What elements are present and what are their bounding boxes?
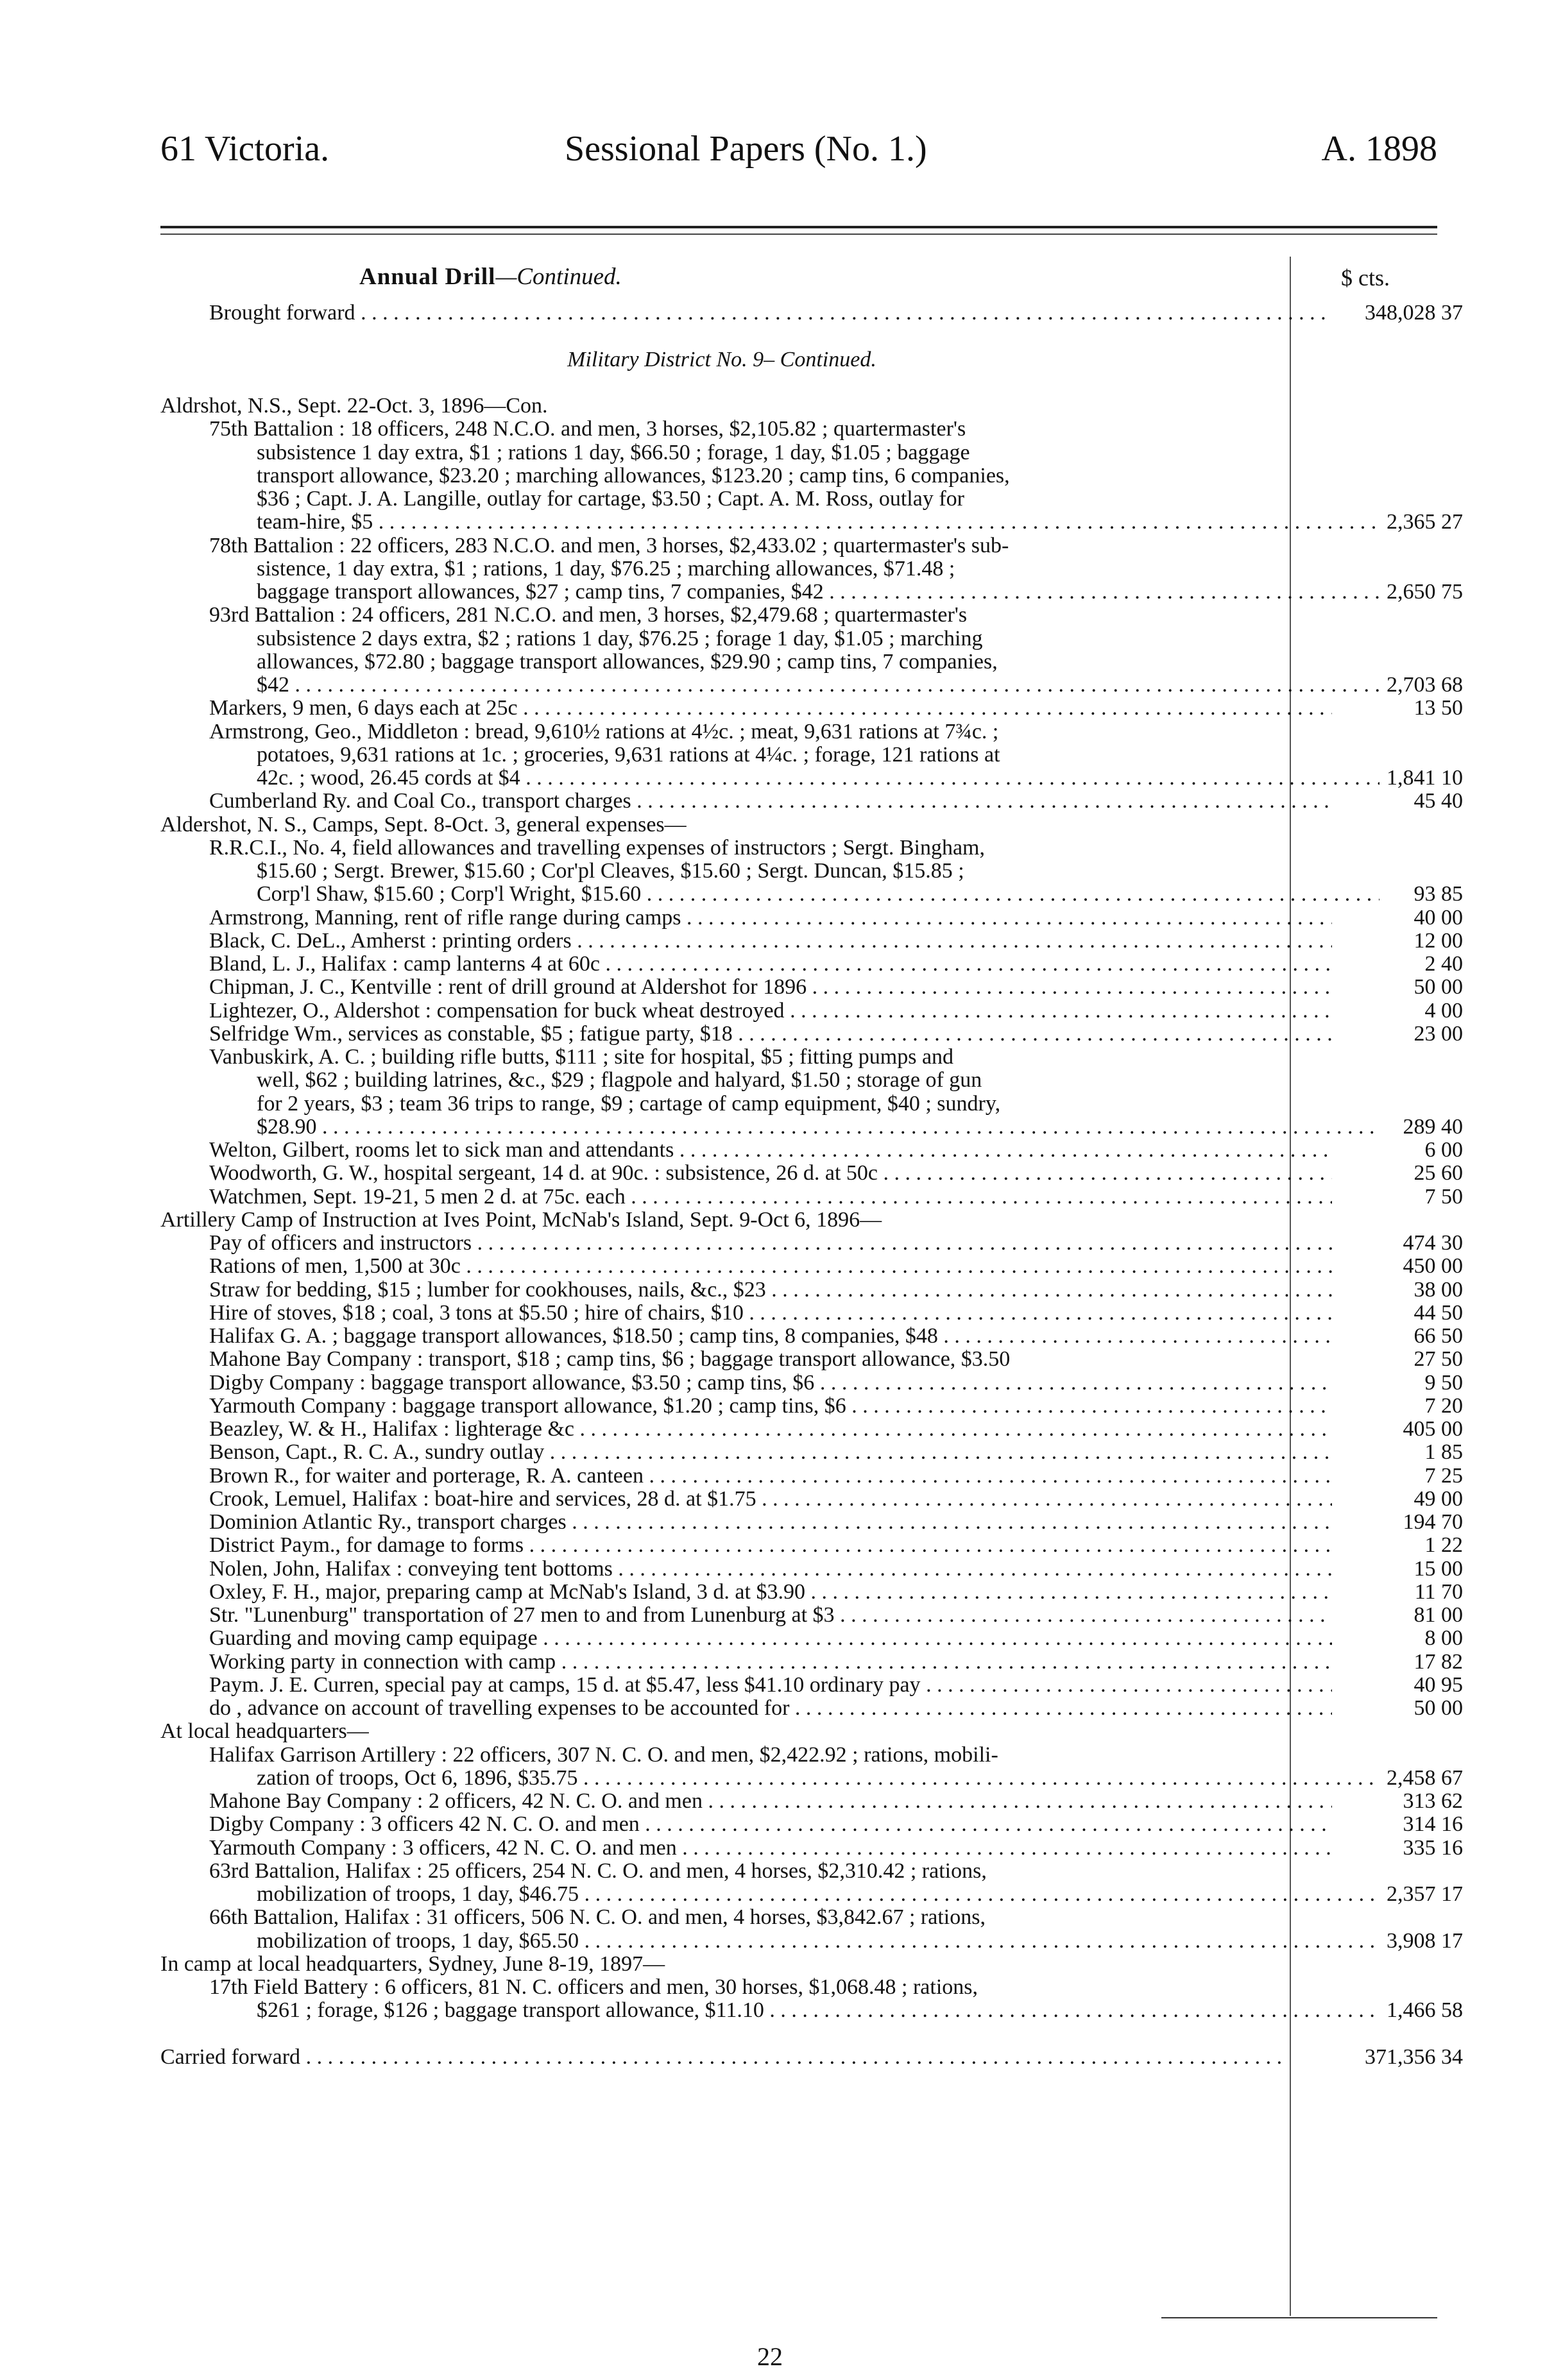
- ledger-line-amount: 11 70: [1414, 1579, 1463, 1604]
- ledger-line: [160, 1465, 1559, 1488]
- ledger-line: [160, 511, 1559, 534]
- ledger-line-text: $36 ; Capt. J. A. Langille, outlay for cartage, $3.50 ; Capt. A. M. Ross, outlay for: [257, 488, 964, 511]
- ledger-line-amount: 450 00: [1403, 1254, 1463, 1279]
- ledger-line-amount: 2 40: [1424, 952, 1463, 976]
- section-title-suffix: —Continued.: [495, 264, 622, 290]
- ledger-line: [160, 953, 1559, 976]
- ledger-line-amount: 2,357 17: [1387, 1882, 1463, 1906]
- ledger-line: [160, 767, 1559, 790]
- ledger-line: [160, 1092, 1559, 1116]
- ledger-line: [160, 1813, 1559, 1836]
- ledger-line-text: Pay of officers and instructors . . .: [160, 1232, 1332, 1255]
- amount-column-header: $ cts.: [1341, 265, 1390, 291]
- ledger-line: [160, 1883, 1559, 1906]
- ledger-line: [160, 1953, 1559, 1976]
- ledger-line-text: for 2 years, $3 ; team 36 trips to range, $9 ; cartage of camp equipment, $40 ; sundry,: [257, 1092, 1001, 1116]
- ledger-line-text: Yarmouth Company : 3 officers, 42 N. C. O. and men . . .: [160, 1837, 1332, 1860]
- ledger-line: [160, 348, 1559, 371]
- ledger-line-text: $28.90 . . .: [160, 1116, 1379, 1139]
- ledger-line-text: Dominion Atlantic Ry., transport charges . . .: [160, 1511, 1332, 1534]
- ledger-line-amount: 93 85: [1414, 882, 1463, 906]
- ledger-line: [160, 720, 1559, 744]
- ledger-line-text: $15.60 ; Sergt. Brewer, $15.60 ; Cor'pl Cleaves, $15.60 ; Sergt. Duncan, $15.85 ;: [257, 860, 964, 883]
- ledger-line: [160, 1162, 1559, 1185]
- ledger-line: [160, 1255, 1559, 1278]
- ledger-line-text: Vanbuskirk, A. C. ; building rifle butts, $111 ; site for hospital, $5 ; fitting pumps and: [209, 1046, 954, 1069]
- ledger-line-text: District Paym., for damage to forms . . .: [160, 1534, 1332, 1557]
- ledger-line: [160, 1744, 1559, 1767]
- ledger-line: [160, 1186, 1559, 1209]
- ledger-line-text: subsistence 1 day extra, $1 ; rations 1 day, $66.50 ; forage, 1 day, $1.05 ; baggage: [257, 441, 970, 464]
- ledger-line-text: baggage transport allowances, $27 ; camp tins, 7 companies, $42 . . .: [160, 581, 1379, 604]
- ledger-line-amount: 313 62: [1403, 1789, 1463, 1813]
- ledger-line-text: Selfridge Wm., services as constable, $5 ; fatigue party, $18 . . .: [160, 1023, 1332, 1046]
- ledger-line: [160, 1860, 1559, 1883]
- ledger-line: [160, 1581, 1559, 1604]
- page-number: 22: [757, 2342, 783, 2371]
- ledger-line-amount: 314 16: [1403, 1812, 1463, 1837]
- ledger-line: [160, 837, 1559, 860]
- ledger-line-text: Markers, 9 men, 6 days each at 25c . . .: [160, 697, 1332, 720]
- ledger-line-text: Oxley, F. H., major, preparing camp at McNab's Island, 3 d. at $3.90 . . .: [160, 1581, 1332, 1604]
- ledger-line-text: Brown R., for waiter and porterage, R. A. canteen . . .: [160, 1465, 1332, 1488]
- ledger-line-text: Beazley, W. & H., Halifax : lighterage &c . . .: [160, 1418, 1332, 1441]
- ledger-line: [160, 1511, 1559, 1534]
- ledger-line-text: 75th Battalion : 18 officers, 248 N.C.O. and men, 3 horses, $2,105.82 ; quartermaster's: [209, 418, 966, 441]
- ledger-line: [160, 1209, 1559, 1232]
- ledger-line: [160, 534, 1559, 557]
- ledger-line: [160, 813, 1559, 837]
- ledger-line-text: well, $62 ; building latrines, &c., $29 ; flagpole and halyard, $1.50 ; storage of gun: [257, 1069, 982, 1092]
- ledger-line-amount: 17 82: [1414, 1649, 1463, 1674]
- ledger-line-text: Guarding and moving camp equipage . . .: [160, 1627, 1332, 1650]
- ledger-line-amount: 7 50: [1424, 1184, 1463, 1209]
- ledger-line: [160, 464, 1559, 488]
- ledger-line-amount: 2,365 27: [1387, 510, 1463, 534]
- ledger-line: [160, 1441, 1559, 1464]
- ledger-line-text: Crook, Lemuel, Halifax : boat-hire and services, 28 d. at $1.75 . . .: [160, 1488, 1332, 1511]
- ledger-line-amount: 50 00: [1414, 1696, 1463, 1720]
- ledger-line-text: Bland, L. J., Halifax : camp lanterns 4 at 60c . . .: [160, 953, 1332, 976]
- ledger-line: [160, 557, 1559, 581]
- ledger-line-amount: 44 50: [1414, 1300, 1463, 1325]
- ledger-line: [160, 1999, 1559, 2022]
- ledger-line-amount: 13 50: [1414, 696, 1463, 720]
- ledger-line-text: Paym. J. E. Curren, special pay at camps, 15 d. at $5.47, less $41.10 ordinary pay . . .: [160, 1674, 1332, 1697]
- ledger-line-amount: 49 00: [1414, 1486, 1463, 1511]
- ledger-line-amount: 405 00: [1403, 1417, 1463, 1441]
- ledger-line: [160, 1372, 1559, 1395]
- ledger-line: [160, 2046, 1559, 2069]
- ledger-line-text: 78th Battalion : 22 officers, 283 N.C.O. and men, 3 horses, $2,433.02 ; quartermaster's sub-: [209, 534, 1009, 557]
- ledger-line-text: At local headquarters—: [160, 1720, 369, 1744]
- ledger-line-text: do , advance on account of travelling expenses to be accounted for . . .: [160, 1697, 1332, 1720]
- header-session: 61 Victoria.: [160, 129, 330, 169]
- ledger-line-amount: 289 40: [1403, 1114, 1463, 1139]
- ledger-line-text: Halifax Garrison Artillery : 22 officers, 307 N. C. O. and men, $2,422.92 ; rations, mobili-: [209, 1743, 998, 1767]
- ledger-line-text: Chipman, J. C., Kentville : rent of drill ground at Aldershot for 1896 . . .: [160, 976, 1332, 999]
- header-rule-thin: [160, 234, 1437, 235]
- ledger-line: [160, 395, 1559, 418]
- ledger-line: [160, 1139, 1559, 1162]
- ledger-line-text: 63rd Battalion, Halifax : 25 officers, 254 N. C. O. and men, 4 horses, $2,310.42 ; rations,: [209, 1859, 987, 1883]
- ledger-line-amount: 1 22: [1424, 1533, 1463, 1558]
- ledger-line-text: In camp at local headquarters, Sydney, June 8-19, 1897—: [160, 1952, 665, 1976]
- ledger-line: [160, 2023, 1559, 2046]
- ledger-line-text: R.R.C.I., No. 4, field allowances and travelling expenses of instructors ; Sergt. Bingham,: [209, 836, 985, 860]
- ledger-line: [160, 650, 1559, 674]
- ledger-line-text: Hire of stoves, $18 ; coal, 3 tons at $5.50 ; hire of chairs, $10 . . .: [160, 1302, 1332, 1325]
- ledger-line-text: Nolen, John, Halifax : conveying tent bottoms . . .: [160, 1558, 1332, 1581]
- ledger-line-text: Armstrong, Geo., Middleton : bread, 9,610½ rations at 4½c. ; meat, 9,631 rations at 7¾c. ;: [209, 720, 999, 744]
- ledger-line-text: Corp'l Shaw, $15.60 ; Corp'l Wright, $15.60 . . .: [160, 883, 1379, 906]
- ledger-line: [160, 627, 1559, 650]
- ledger-line: [160, 325, 1559, 348]
- ledger-line: [160, 930, 1559, 953]
- ledger-line: [160, 581, 1559, 604]
- ledger-line-amount: 194 70: [1403, 1510, 1463, 1534]
- ledger-line-text: Woodworth, G. W., hospital sergeant, 14 d. at 90c. : subsistence, 26 d. at 50c . . .: [160, 1162, 1332, 1185]
- header-year: A. 1898: [1321, 129, 1437, 169]
- ledger-line-text: sistence, 1 day extra, $1 ; rations, 1 day, $76.25 ; marching allowances, $71.48 ;: [257, 557, 955, 581]
- ledger-line-text: Halifax G. A. ; baggage transport allowances, $18.50 ; camp tins, 8 companies, $48 . . .: [160, 1325, 1332, 1348]
- ledger-line-text: potatoes, 9,631 rations at 1c. ; groceries, 9,631 rations at 4¼c. ; forage, 121 rations at: [257, 743, 1000, 767]
- ledger-line-text: Straw for bedding, $15 ; lumber for cookhouses, nails, &c., $23 . . .: [160, 1279, 1332, 1302]
- ledger-line-amount: 25 60: [1414, 1161, 1463, 1186]
- ledger-line: [160, 1232, 1559, 1255]
- ledger-line-text: Cumberland Ry. and Coal Co., transport charges . . .: [160, 790, 1332, 813]
- ledger-line-text: Watchmen, Sept. 19-21, 5 men 2 d. at 75c. each . . .: [160, 1186, 1332, 1209]
- ledger-line: [160, 1697, 1559, 1720]
- total-rule: [1161, 2317, 1437, 2318]
- ledger-line-text: Welton, Gilbert, rooms let to sick man and attendants . . .: [160, 1139, 1332, 1162]
- ledger-line-amount: 50 00: [1414, 975, 1463, 999]
- ledger-line: [160, 976, 1559, 999]
- ledger-line: [160, 1325, 1559, 1348]
- ledger-line-text: Yarmouth Company : baggage transport allowance, $1.20 ; camp tins, $6 . . .: [160, 1395, 1332, 1418]
- ledger-line-text: zation of troops, Oct 6, 1896, $35.75 . . .: [160, 1767, 1379, 1790]
- ledger-line: [160, 1558, 1559, 1581]
- ledger-line: [160, 441, 1559, 464]
- ledger-line-amount: 1 85: [1424, 1440, 1463, 1465]
- ledger-line-amount: 3,908 17: [1387, 1928, 1463, 1953]
- ledger-line-amount: 6 00: [1424, 1138, 1463, 1162]
- ledger-line: [160, 1488, 1559, 1511]
- ledger-line-amount: 15 00: [1414, 1556, 1463, 1581]
- ledger-line: [160, 1348, 1559, 1371]
- ledger-line-text: subsistence 2 days extra, $2 ; rations 1 day, $76.25 ; forage 1 day, $1.05 ; marching: [257, 627, 983, 650]
- running-header: [160, 128, 1437, 186]
- ledger-line: [160, 1279, 1559, 1302]
- ledger-line-text: team-hire, $5 . . .: [160, 511, 1379, 534]
- ledger-line-text: allowances, $72.80 ; baggage transport allowances, $29.90 ; camp tins, 7 companies,: [257, 650, 998, 674]
- ledger-line-amount: 348,028 37: [1365, 301, 1463, 325]
- ledger-line: [160, 744, 1559, 767]
- ledger-line-amount: 12 00: [1414, 928, 1463, 953]
- ledger-line-amount: 66 50: [1414, 1324, 1463, 1348]
- ledger-line-amount: 40 00: [1414, 905, 1463, 930]
- ledger-line-text: Artillery Camp of Instruction at Ives Point, McNab's Island, Sept. 9-Oct 6, 1896—: [160, 1208, 882, 1232]
- ledger-line-text: Digby Company : 3 officers 42 N. C. O. and men . . .: [160, 1813, 1332, 1836]
- ledger-line: [160, 1395, 1559, 1418]
- ledger-line-amount: 23 00: [1414, 1021, 1463, 1046]
- ledger-line-amount: 4 00: [1424, 998, 1463, 1023]
- ledger-line-text: Rations of men, 1,500 at 30c . . .: [160, 1255, 1332, 1278]
- ledger-line-text: transport allowance, $23.20 ; marching allowances, $123.20 ; camp tins, 6 companies,: [257, 464, 1010, 488]
- ledger-line-text: Mahone Bay Company : transport, $18 ; camp tins, $6 ; baggage transport allowance, $3.50: [209, 1348, 1011, 1372]
- ledger-line-text: 17th Field Battery : 6 officers, 81 N. C. officers and men, 30 horses, $1,068.48 ; rations,: [209, 1976, 978, 1999]
- ledger-line-amount: 2,650 75: [1387, 580, 1463, 604]
- ledger-line: [160, 906, 1559, 930]
- ledger-line-amount: 1,841 10: [1387, 766, 1463, 790]
- ledger-line-amount: 40 95: [1414, 1672, 1463, 1697]
- section-title: [359, 263, 622, 291]
- ledger-entries: [160, 302, 1559, 2069]
- ledger-line-amount: 474 30: [1403, 1231, 1463, 1255]
- ledger-line-text: $42 . . .: [160, 674, 1379, 697]
- ledger-line-text: Lightezer, O., Aldershot : compensation for buck wheat destroyed . . .: [160, 999, 1332, 1023]
- section-title-main: Annual Drill: [359, 264, 496, 290]
- ledger-line: [160, 1023, 1559, 1046]
- ledger-line: [160, 1604, 1559, 1627]
- ledger-line: [160, 1627, 1559, 1650]
- header-title: Sessional Papers (No. 1.): [565, 129, 927, 169]
- ledger-line-text: Carried forward . . .: [160, 2046, 1283, 2069]
- ledger-line-amount: 38 00: [1414, 1277, 1463, 1302]
- ledger-line: [160, 1046, 1559, 1069]
- ledger-line-amount: 27 50: [1414, 1347, 1463, 1372]
- ledger-line: [160, 674, 1559, 697]
- header-rule-thick: [160, 226, 1437, 228]
- ledger-line-text: Working party in connection with camp . . .: [160, 1651, 1332, 1674]
- ledger-line-amount: 2,703 68: [1387, 673, 1463, 697]
- ledger-line: [160, 1976, 1559, 1999]
- ledger-line-text: mobilization of troops, 1 day, $65.50 . . .: [160, 1930, 1379, 1953]
- ledger-line-amount: 9 50: [1424, 1370, 1463, 1395]
- ledger-line: [160, 1790, 1559, 1813]
- ledger-line-amount: 7 20: [1424, 1393, 1463, 1418]
- ledger-line: [160, 883, 1559, 906]
- ledger-line-text: mobilization of troops, 1 day, $46.75 . . .: [160, 1883, 1379, 1906]
- ledger-line-amount: 2,458 67: [1387, 1765, 1463, 1790]
- ledger-line-text: 93rd Battalion : 24 officers, 281 N.C.O. and men, 3 horses, $2,479.68 ; quartermaster's: [209, 604, 968, 627]
- ledger-line-text: 66th Battalion, Halifax : 31 officers, 506 N. C. O. and men, 4 horses, $3,842.67 ; rations,: [209, 1906, 986, 1930]
- ledger-line: [160, 302, 1559, 325]
- ledger-line: [160, 999, 1559, 1023]
- ledger-line: [160, 604, 1559, 627]
- ledger-line-text: Benson, Capt., R. C. A., sundry outlay . . .: [160, 1441, 1332, 1464]
- ledger-line: [160, 418, 1559, 441]
- ledger-line-amount: 1,466 58: [1387, 1998, 1463, 2023]
- ledger-line: [160, 697, 1559, 720]
- ledger-line-text: Digby Company : baggage transport allowance, $3.50 ; camp tins, $6 . . .: [160, 1372, 1332, 1395]
- ledger-line: [160, 1534, 1559, 1557]
- ledger-line-text: Mahone Bay Company : 2 officers, 42 N. C. O. and men . . .: [160, 1790, 1332, 1813]
- ledger-line-text: Armstrong, Manning, rent of rifle range during camps . . .: [160, 906, 1332, 930]
- ledger-line: [160, 1906, 1559, 1929]
- ledger-line-text: Black, C. DeL., Amherst : printing orders . . .: [160, 930, 1332, 953]
- ledger-line: [160, 1302, 1559, 1325]
- ledger-line-text: Str. "Lunenburg" transportation of 27 men to and from Lunenburg at $3 . . .: [160, 1604, 1332, 1627]
- ledger-line: [160, 1930, 1559, 1953]
- ledger-line-amount: 8 00: [1424, 1626, 1463, 1651]
- ledger-line-amount: 371,356 34: [1365, 2044, 1463, 2069]
- ledger-line: [160, 371, 1559, 395]
- ledger-line: [160, 1720, 1559, 1743]
- ledger-line-text: Aldrshot, N.S., Sept. 22-Oct. 3, 1896—Con.: [160, 395, 548, 418]
- ledger-line: [160, 1651, 1559, 1674]
- ledger-line-amount: 7 25: [1424, 1463, 1463, 1488]
- ledger-line-amount: 81 00: [1414, 1603, 1463, 1627]
- ledger-line-text: $261 ; forage, $126 ; baggage transport allowance, $11.10 . . .: [160, 1999, 1379, 2022]
- ledger-line: [160, 1837, 1559, 1860]
- ledger-line: [160, 1116, 1559, 1139]
- ledger-line: [160, 1674, 1559, 1697]
- ledger-line-text: Military District No. 9– Continued.: [567, 348, 876, 371]
- ledger-line: [160, 1767, 1559, 1790]
- ledger-line-amount: 335 16: [1403, 1835, 1463, 1860]
- ledger-line: [160, 1418, 1559, 1441]
- ledger-line: [160, 488, 1559, 511]
- ledger-line-text: Brought forward . . .: [160, 302, 1332, 325]
- ledger-line-text: 42c. ; wood, 26.45 cords at $4 . . .: [160, 767, 1379, 790]
- ledger-line: [160, 860, 1559, 883]
- ledger-line: [160, 790, 1559, 813]
- ledger-line-text: Aldershot, N. S., Camps, Sept. 8-Oct. 3, general expenses—: [160, 813, 687, 837]
- ledger-line: [160, 1069, 1559, 1092]
- ledger-line-amount: 45 40: [1414, 789, 1463, 813]
